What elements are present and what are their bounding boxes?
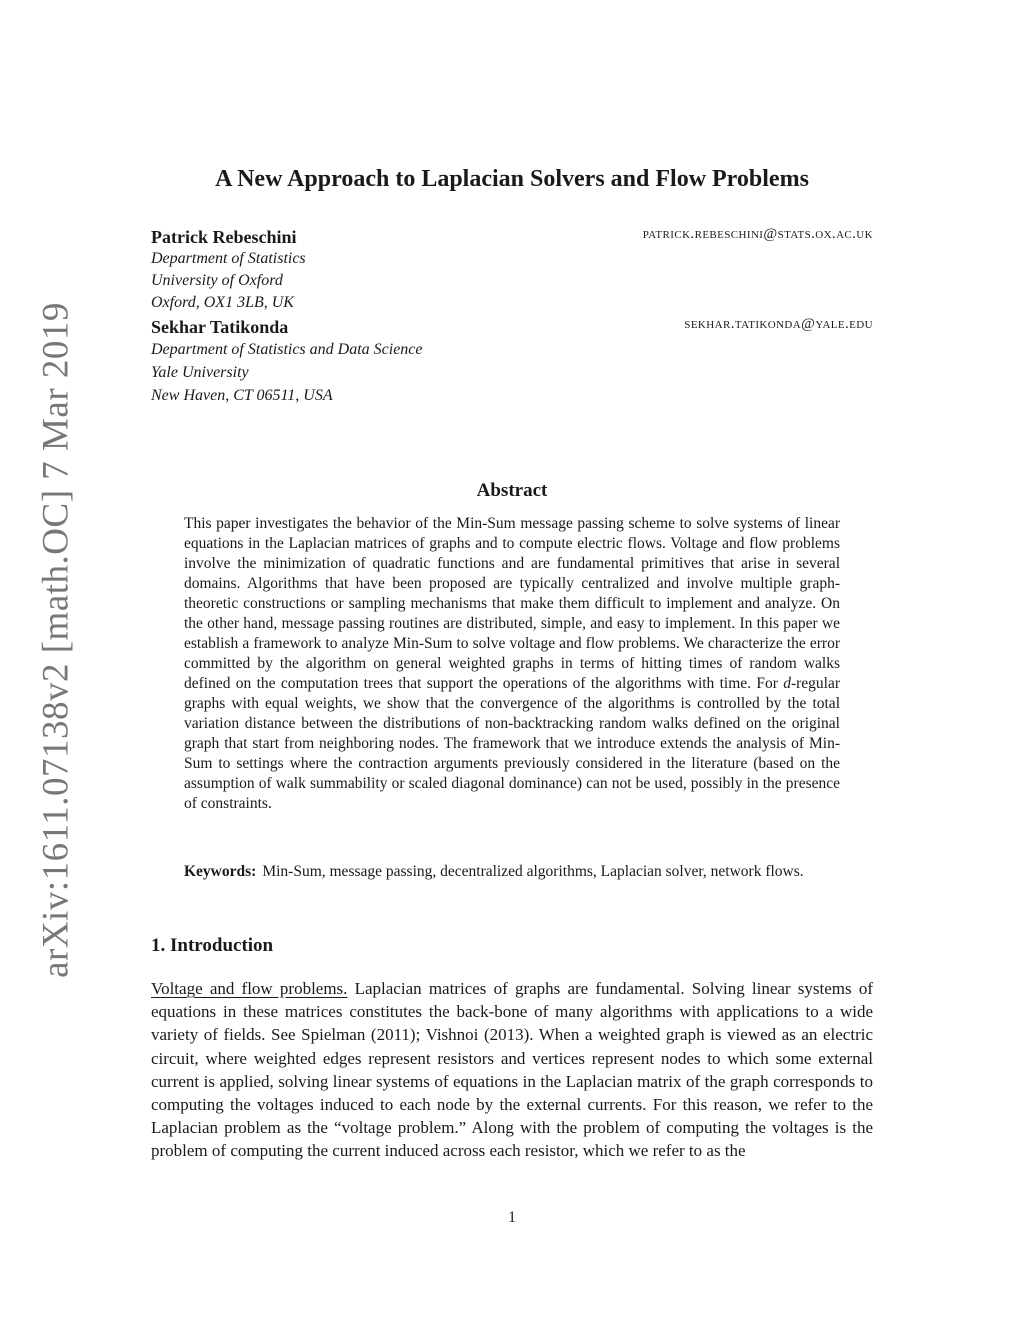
paper-title: A New Approach to Laplacian Solvers and Flow Problems bbox=[215, 166, 809, 192]
keywords-label: Keywords: bbox=[184, 863, 257, 880]
author-email[interactable]: sekhar.tatikonda@yale.edu bbox=[684, 316, 873, 332]
abstract-text-part-1: This paper investigates the behavior of the Min-Sum message passing scheme to solve systems of linear equations in the Laplacian matrices of graphs and to compute electric flows. Voltage and flow problems involve the minimization of quadratic functions and are fundamental primitives that arise in several domains. Algorithms that have been proposed are typically centralized and involve multiple graph-theoretic constructions or sampling mechanisms that make them difficult to implement and analyze. On the other hand, message passing routines are distributed, simple, and easy to implement. In this paper we establish a framework to analyze Min-Sum to solve voltage and flow problems. We characterize the error committed by the algorithm on general weighted graphs in terms of hitting times of random walks defined on the computation trees that support the operations of the algorithms with time. For bbox=[184, 515, 840, 692]
keywords bbox=[184, 862, 840, 882]
keywords-text: Min-Sum, message passing, decentralized algorithms, Laplacian solver, network flows. bbox=[262, 863, 804, 880]
author-institution: University of Oxford bbox=[151, 272, 283, 289]
section-heading-introduction: 1. Introduction bbox=[151, 935, 274, 956]
abstract-text-part-2: -regular graphs with equal weights, we show that the convergence of the algorithms is controlled by the total variation distance between the distributions of non-backtracking random walks defined on the original graph that start from neighboring nodes. The framework that we introduce extends the analysis of Min-Sum to settings where the contraction arguments previously considered in the literature (based on the assumption of walk summability or scaled diagonal dominance) can not be used, possibly in the presence of constraints. bbox=[184, 675, 840, 812]
arxiv-identifier: arXiv:1611.07138v2 [math.OC] 7 Mar 2019 bbox=[35, 302, 77, 978]
author-block-2 bbox=[151, 316, 873, 407]
author-name: Sekhar Tatikonda bbox=[151, 317, 289, 337]
intro-paragraph bbox=[151, 977, 873, 1163]
author-block-1 bbox=[151, 226, 873, 314]
intro-paragraph-text: Laplacian matrices of graphs are fundamental. Solving linear systems of equations in these matrices constitutes the back-bone of many algorithms with applications to a wide variety of fields. See Spielman (2011); Vishnoi (2013). When a weighted graph is viewed as an electric circuit, where weighted edges represent resistors and vertices represent nodes to which some external current is applied, solving linear systems of equations in the Laplacian matrix of the graph corresponds to computing the voltages induced to each node by the external currents. For this reason, we refer to the Laplacian problem as the “voltage problem.” Along with the problem of computing the voltages is the problem of computing the current induced across each resistor, which we refer to as the bbox=[151, 979, 873, 1161]
page-number: 1 bbox=[508, 1209, 516, 1226]
author-address: New Haven, CT 06511, USA bbox=[151, 387, 333, 404]
abstract-text bbox=[184, 514, 840, 814]
paragraph-lead-heading: Voltage and flow problems. bbox=[151, 979, 348, 998]
author-address: Oxford, OX1 3LB, UK bbox=[151, 294, 294, 311]
author-name: Patrick Rebeschini bbox=[151, 227, 297, 247]
author-department: Department of Statistics bbox=[151, 250, 306, 267]
author-institution: Yale University bbox=[151, 364, 249, 381]
abstract-heading: Abstract bbox=[476, 480, 548, 501]
author-email[interactable]: patrick.rebeschini@stats.ox.ac.uk bbox=[642, 226, 873, 242]
abstract-math-d: d bbox=[783, 675, 791, 692]
author-department: Department of Statistics and Data Science bbox=[151, 341, 423, 358]
